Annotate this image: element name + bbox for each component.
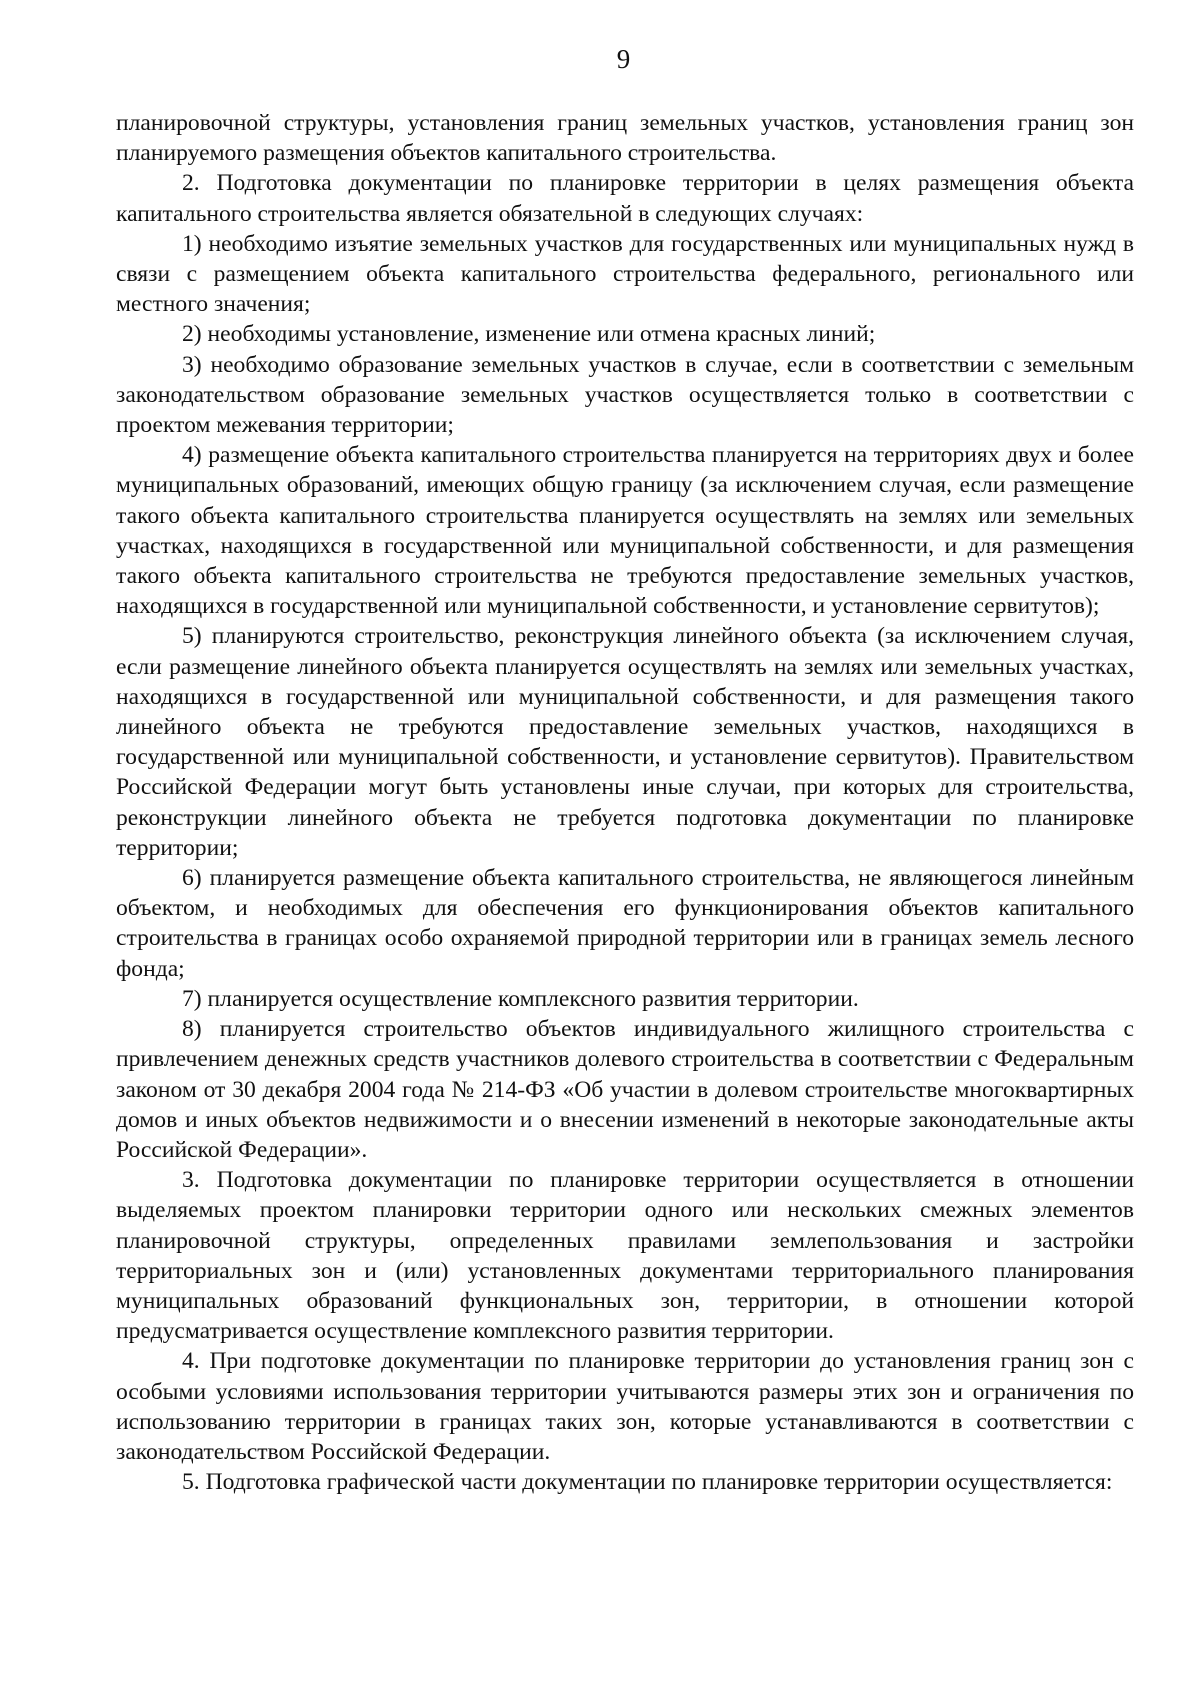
page-number: 9 xyxy=(616,44,631,74)
paragraph-section-3: 3. Подготовка документации по планировке территории осуществляется в отношении выделяемых проектом планировки территории одного или нескольких смежных элементов планировочной структуры, определенных правилами землепользования и застройки территориальных зон и (или) установленных документами территориального планирования муниципальных образований функциональных зон, территории, в отношении которой предусматривается осуществление комплексного развития территории. xyxy=(116,1167,1134,1345)
paragraph-item-6: 6) планируется размещение объекта капитального строительства, не являющегося линейным объектом, и необходимых для обеспечения его функционирования объектов капитального строительства в границах особо охраняемой природной территории или в границах земель лесного фонда; xyxy=(116,865,1134,982)
document-body xyxy=(116,108,1134,1497)
paragraph-continuation: планировочной структуры, установления границ земельных участков, установления границ зон планируемого размещения объектов капитального строительства. xyxy=(116,110,1134,167)
paragraph-section-5: 5. Подготовка графической части документации по планировке территории осуществляется: xyxy=(182,1469,1113,1496)
paragraph-item-2: 2) необходимы установление, изменение или отмена красных линий; xyxy=(182,321,876,348)
paragraph-item-3: 3) необходимо образование земельных участков в случае, если в соответствии с земельным законодательством образование земельных участков осуществляется только в соответствии с проектом межевания территории; xyxy=(116,351,1134,439)
paragraph-item-7: 7) планируется осуществление комплексного развития территории. xyxy=(182,985,859,1012)
paragraph-item-8: 8) планируется строительство объектов индивидуального жилищного строительства с привлечением денежных средств участников долевого строительства в соответствии с Федеральным законом от 30 декабря 2004 года № 214-ФЗ «Об участии в долевом строительстве многоквартирных домов и иных объектов недвижимости и о внесении изменений в некоторые законодательные акты Российской Федерации». xyxy=(116,1016,1134,1163)
paragraph-section-4: 4. При подготовке документации по планировке территории до установления границ зон с особыми условиями использования территории учитываются размеры этих зон и ограничения по использованию территории в границах таких зон, которые устанавливаются в соответствии с законодательством Российской Федерации. xyxy=(116,1348,1134,1465)
paragraph-item-5: 5) планируются строительство, реконструкция линейного объекта (за исключением случая, если размещение линейного объекта планируется осуществлять на землях или земельных участках, находящихся в государственной или муниципальной собственности, и для размещения такого линейного объекта не требуются предоставление земельных участков, находящихся в государственной или муниципальной собственности, и установление сервитутов). Правительством Российской Федерации могут быть установлены иные случаи, при которых для строительства, реконструкции линейного объекта не требуется подготовка документации по планировке территории; xyxy=(116,623,1134,861)
paragraph-section-2: 2. Подготовка документации по планировке территории в целях размещения объекта капитального строительства является обязательной в следующих случаях: xyxy=(116,170,1134,227)
paragraph-item-4: 4) размещение объекта капитального строительства планируется на территориях двух и более муниципальных образований, имеющих общую границу (за исключением случая, если размещение такого объекта капитального строительства планируется осуществлять на землях или земельных участках, находящихся в государственной или муниципальной собственности, и для размещения такого объекта капитального строительства не требуются предоставление земельных участков, находящихся в государственной или муниципальной собственности, и установление сервитутов); xyxy=(116,442,1134,620)
paragraph-item-1: 1) необходимо изъятие земельных участков для государственных или муниципальных нужд в связи с размещением объекта капитального строительства федерального, регионального или местного значения; xyxy=(116,230,1134,318)
